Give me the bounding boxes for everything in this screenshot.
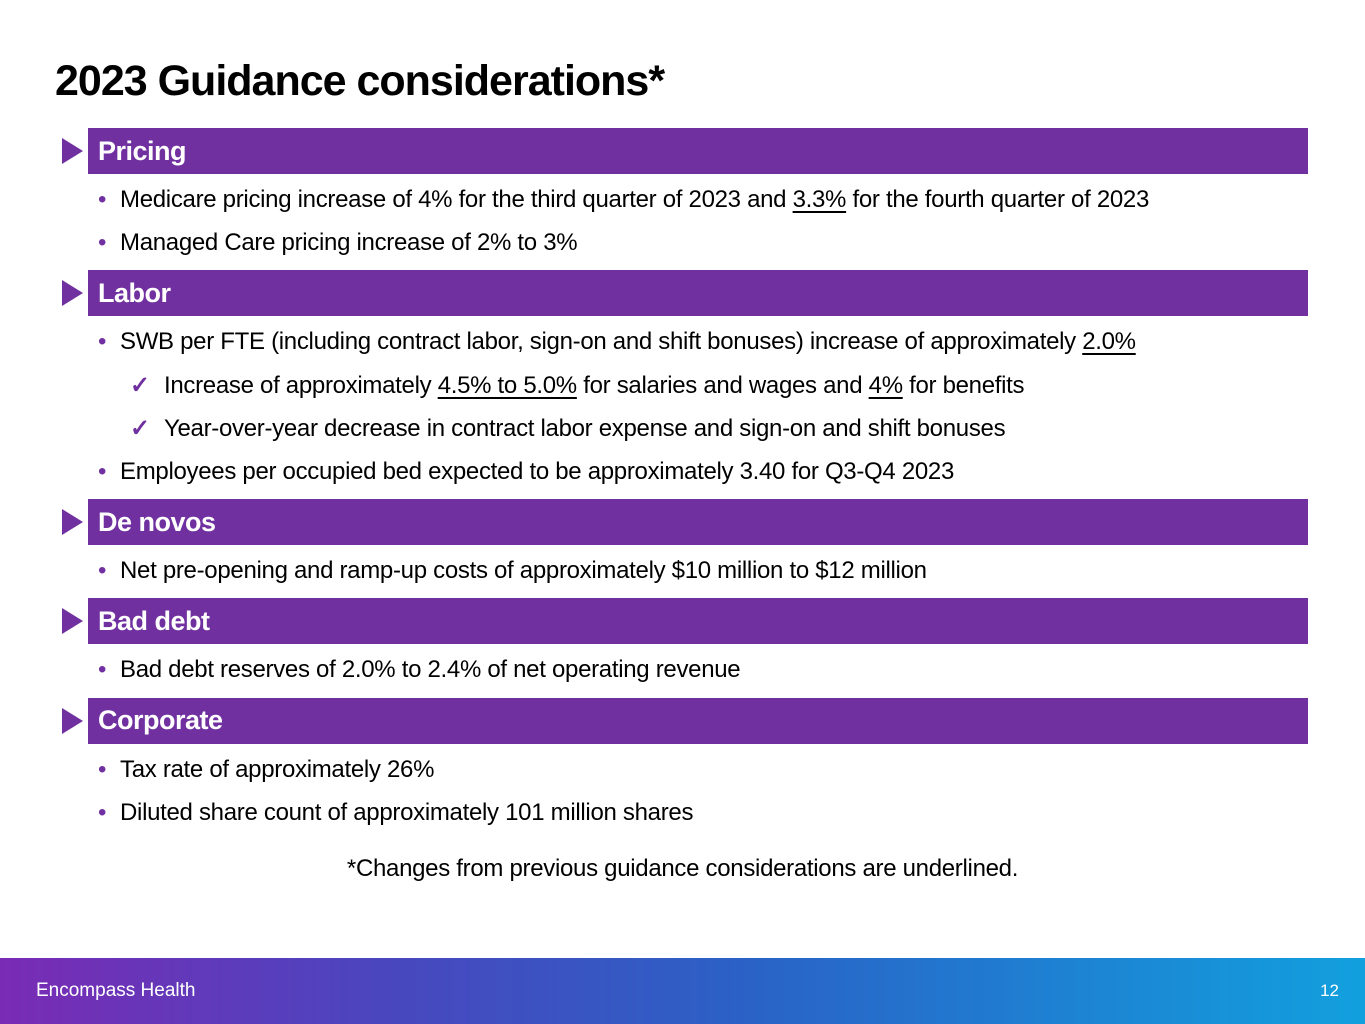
section-title-bar xyxy=(88,499,1308,545)
check-item xyxy=(130,370,1275,401)
bullet-dot-icon: • xyxy=(98,557,107,585)
bullet-dot-icon: • xyxy=(98,798,107,826)
brand-name: Encompass Health xyxy=(36,980,196,1001)
item-text: Diluted share count of approximately 101 million shares xyxy=(120,798,694,826)
footer-bar xyxy=(0,958,1365,1024)
bullet-item xyxy=(98,754,1275,785)
section-header xyxy=(62,499,1308,545)
section-title-bar xyxy=(88,598,1308,644)
bullet-dot-icon: • xyxy=(98,186,107,213)
section-bad-debt xyxy=(0,598,1365,685)
item-text: Medicare pricing increase of 4% for the third quarter of 2023 and 3.3% for the fourth quarter of 2023 xyxy=(120,186,1150,213)
section-label: Corporate xyxy=(98,705,223,735)
section-label: Bad debt xyxy=(98,605,210,636)
bullet-dot-icon: • xyxy=(98,457,107,485)
item-text: Tax rate of approximately 26% xyxy=(120,755,435,783)
section-header xyxy=(62,598,1308,644)
bullet-dot-icon: • xyxy=(98,229,107,257)
page-title: 2023 Guidance considerations* xyxy=(55,56,665,105)
footnote: *Changes from previous guidance considerations are underlined. xyxy=(346,855,1019,882)
item-text: SWB per FTE (including contract labor, sign-on and shift bonuses) increase of approximately 2.0% xyxy=(120,328,1136,356)
bullet-item xyxy=(98,654,1275,685)
section-header xyxy=(62,270,1308,316)
section-header xyxy=(62,698,1308,744)
bullet-item xyxy=(98,797,1275,828)
item-text: Net pre-opening and ramp-up costs of approximately $10 million to $12 million xyxy=(120,557,927,585)
section-title-bar xyxy=(88,698,1308,744)
section-corporate xyxy=(0,698,1365,828)
check-item xyxy=(130,413,1275,444)
section-arrow-icon xyxy=(62,280,83,306)
section-header xyxy=(62,128,1308,174)
item-text: Employees per occupied bed expected to be approximately 3.40 for Q3-Q4 2023 xyxy=(120,457,955,485)
bullet-item xyxy=(98,456,1275,487)
section-de-novos xyxy=(0,499,1365,586)
check-icon: ✓ xyxy=(130,414,150,442)
section-arrow-icon xyxy=(62,138,83,164)
section-label: Pricing xyxy=(98,135,187,166)
item-text: Managed Care pricing increase of 2% to 3% xyxy=(120,229,578,257)
bullet-item xyxy=(98,326,1275,357)
section-labor xyxy=(0,270,1365,487)
section-title-bar xyxy=(88,128,1308,174)
section-label: Labor xyxy=(98,277,171,308)
section-pricing xyxy=(0,128,1365,258)
check-icon: ✓ xyxy=(130,371,150,399)
page-number: 12 xyxy=(1320,981,1339,1000)
section-arrow-icon xyxy=(62,708,83,734)
bullet-dot-icon: • xyxy=(98,755,107,783)
bullet-item xyxy=(98,227,1275,258)
item-text: Increase of approximately 4.5% to 5.0% for salaries and wages and 4% for benefits xyxy=(164,371,1025,399)
item-text: Year-over-year decrease in contract labor expense and sign-on and shift bonuses xyxy=(164,414,1006,442)
item-text: Bad debt reserves of 2.0% to 2.4% of net operating revenue xyxy=(120,656,741,684)
section-label: De novos xyxy=(98,506,216,537)
sections xyxy=(0,122,1365,840)
bullet-item xyxy=(98,555,1275,586)
section-arrow-icon xyxy=(62,608,83,634)
bullet-dot-icon: • xyxy=(98,328,107,356)
bullet-item xyxy=(98,184,1275,215)
section-title-bar xyxy=(88,270,1308,316)
section-arrow-icon xyxy=(62,509,83,535)
bullet-dot-icon: • xyxy=(98,656,107,684)
